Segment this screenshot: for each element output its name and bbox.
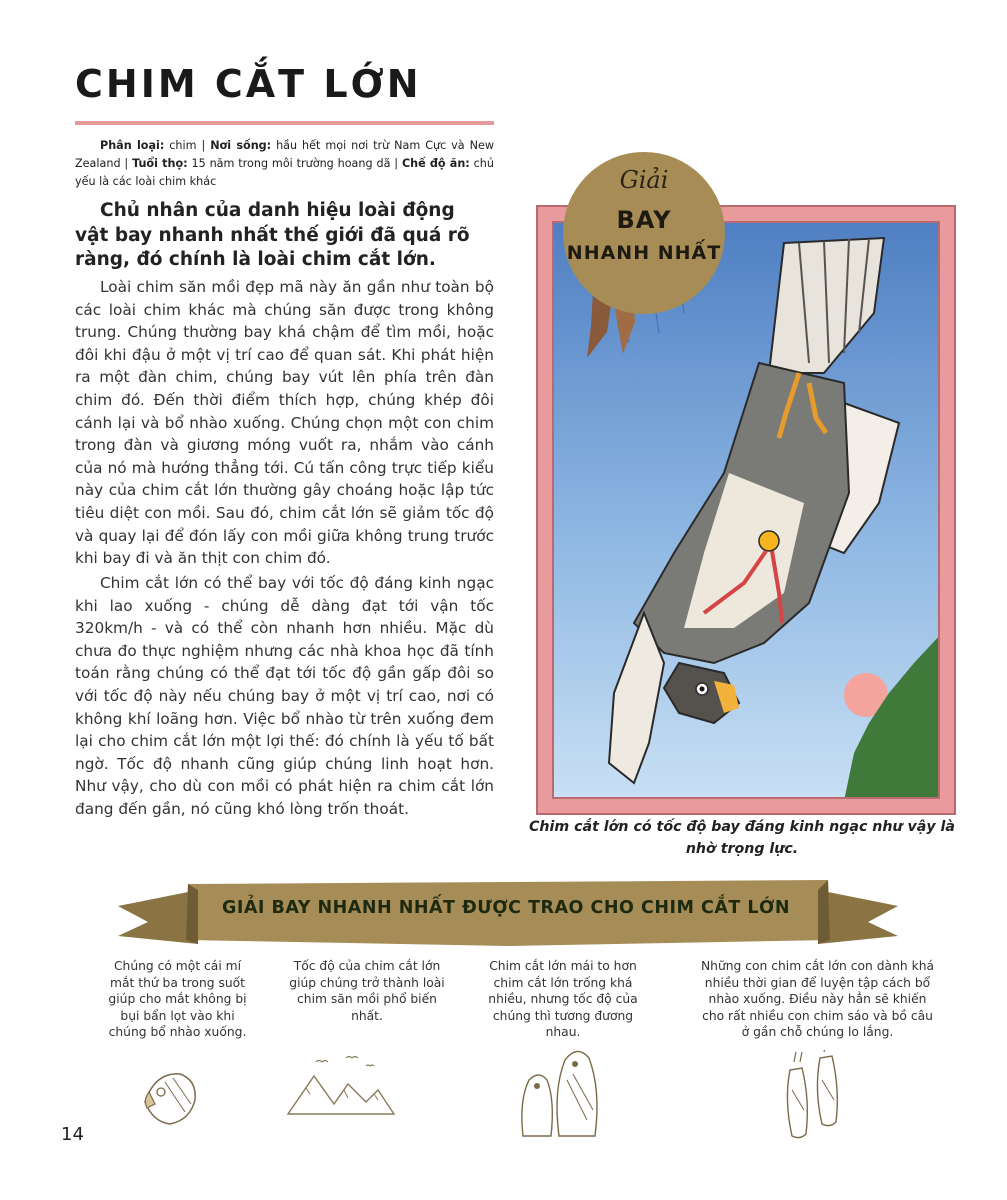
fact-1: Chúng có một cái mí mắt thứ ba trong suốt giúp cho mắt không bị bụi bẩn lọt vào khi chúng bổ nhào xuống. <box>108 959 247 1039</box>
fact-2: Tốc độ của chim cắt lớn giúp chúng trở thành loài chim săn mồi phổ biến nhất. <box>289 959 445 1023</box>
illustration-caption: Chim cắt lớn có tốc độ bay đáng kinh ngạc như vậy là nhờ trọng lực. <box>529 819 955 857</box>
falcon-head-sketch <box>135 1062 205 1130</box>
page-title: CHIM CẮT LỚN <box>75 62 422 106</box>
award-badge <box>563 152 725 314</box>
body-paragraph-1: Loài chim săn mồi đẹp mã này ăn gần như toàn bộ các loài chim khác mà chúng săn được trong không trung. Chúng thường bay khá chậm để tìm mồi, hoặc đôi khi đậu ở một vị trí cao để quan sát. Khi phát hiện ra một đàn chim, chúng bay vút lên phía trên đàn chim đó. Đến thời điểm thích hợp, chúng khép đôi cánh lại và bổ nhào xuống. Chúng chọn một con chim trong đàn và giương móng vuốt ra, nhắm vào cánh của nó mà hướng thẳng tới. Cú tấn công trực tiếp kiểu này của chim cắt lớn thường gây choáng hoặc lập tức tiêu diệt con mồi. Sau đó, chim cắt lớn sẽ giảm tốc độ và quay lại để đón lấy con mồi giữa không trung trước khi bay đi và ăn thịt con chim đó. <box>75 278 494 568</box>
mountains-sketch <box>286 1054 396 1120</box>
title-underline <box>75 121 494 125</box>
class-label: Phân loại: <box>100 139 165 152</box>
fact-4: Những con chim cắt lớn con dành khá nhiều thời gian để luyện tập cách bổ nhào xuống. Điều này hẳn sẽ khiến cho rất nhiều con chim sáo và bồ câu ở gần chỗ chúng lo lắng. <box>700 959 935 1039</box>
falcon-pair-sketch <box>515 1040 605 1138</box>
species-info <box>75 137 494 191</box>
diet-value: chủ yếu là các loài chim khác <box>75 157 494 188</box>
badge-line-2: NHANH NHẤT <box>566 242 722 264</box>
banner-title: GIẢI BAY NHANH NHẤT ĐƯỢC TRAO CHO CHIM CẮT LỚN <box>222 898 790 918</box>
class-value: chim | <box>164 139 211 152</box>
diet-label: Chế độ ăn: <box>401 157 470 170</box>
lead-paragraph: Chủ nhân của danh hiệu loài động vật bay nhanh nhất thế giới đã quá rõ ràng, đó chính là loài chim cắt lớn. <box>75 200 470 270</box>
habitat-value: hầu hết mọi nơi trừ Nam Cực và New Zealand | <box>75 139 495 170</box>
body-paragraph-2: Chim cắt lớn có thể bay với tốc độ đáng kinh ngạc khi lao xuống - chúng dễ dàng đạt tới vận tốc 320km/h - và có thể còn nhanh hơn nhiều. Mặc dù chưa đo thực nghiệm nhưng các nhà khoa học đã tính toán rằng chúng có thể đạt tới tốc độ gần gấp đôi so với tốc độ này nếu chúng bay ở một vị trí cao, nơi có không khí loãng hơn. Việc bổ nhào từ trên xuống đem lại cho chim cắt lớn một lợi thế: đó chính là yếu tố bất ngờ. Tốc độ nhanh cũng giúp chúng linh hoạt hơn. Như vậy, cho dù con mồi có phát hiện ra chim cắt lớn đang đến gần, nó cũng khó lòng trốn thoát. <box>75 574 494 818</box>
habitat-label: Nơi sống: <box>210 139 272 152</box>
badge-line-1: BAY <box>616 206 672 234</box>
lifespan-value: 15 năm trong môi trường hoang dã | <box>187 157 402 170</box>
medal <box>759 531 779 551</box>
fact-3: Chim cắt lớn mái to hơn chim cắt lớn trống khá nhiều, nhưng tốc độ của chúng thì tương đương nhau. <box>488 959 638 1039</box>
badge-script: Giải <box>619 166 669 194</box>
diving-falcons-sketch <box>780 1050 850 1142</box>
page-number: 14 <box>61 1124 84 1145</box>
lifespan-label: Tuổi thọ: <box>132 157 188 170</box>
